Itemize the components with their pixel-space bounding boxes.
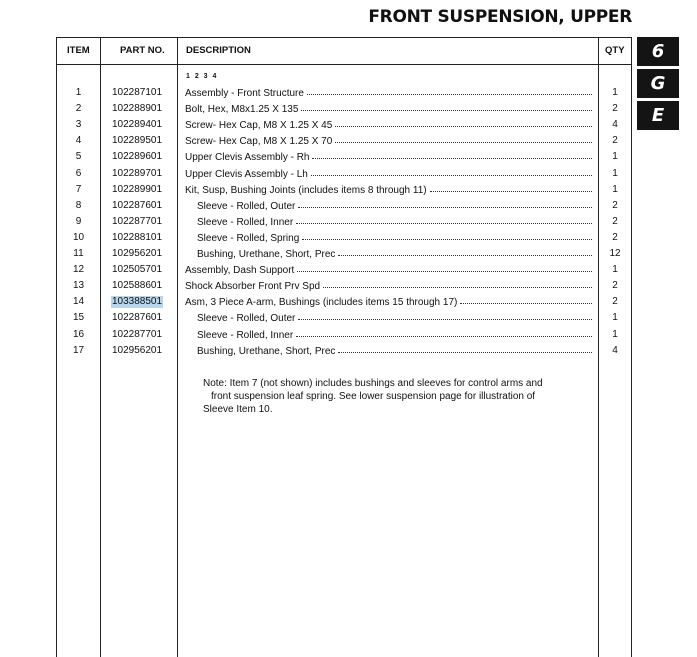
description-text: Assembly, Dash Support <box>185 265 295 277</box>
header-divider <box>57 64 631 65</box>
item-number: 13 <box>72 280 85 292</box>
description <box>197 248 592 261</box>
leader-dots <box>460 296 592 304</box>
part-number[interactable]: 102956201 <box>112 248 163 259</box>
footnote-line: Sleeve Item 10. <box>203 404 273 415</box>
table-row <box>57 87 633 103</box>
leader-dots <box>430 184 592 192</box>
part-number[interactable]: 102288901 <box>112 103 163 115</box>
part-number[interactable]: 102287701 <box>112 328 163 340</box>
description <box>185 296 592 309</box>
table-row <box>57 103 633 119</box>
leader-dots <box>338 248 592 256</box>
part-number[interactable]: 102287101 <box>112 87 163 98</box>
leader-dots <box>296 216 592 224</box>
parts-table <box>56 37 632 657</box>
footnote-line: Note: Item 7 (not shown) includes bushings and sleeves for control arms and <box>203 378 543 389</box>
item-number: 3 <box>75 119 82 131</box>
description-text: Kit, Susp, Bushing Joints (includes items 8 through 11) <box>185 184 427 196</box>
item-number: 5 <box>75 151 82 163</box>
header-part-no: PART NO. <box>120 45 165 56</box>
item-number: 8 <box>75 199 82 211</box>
leader-dots <box>312 151 592 159</box>
header-qty: QTY <box>605 45 625 56</box>
part-number[interactable]: 102289901 <box>112 183 163 195</box>
quantity: 4 <box>612 119 618 131</box>
header-description: DESCRIPTION <box>186 45 251 56</box>
item-number: 2 <box>75 103 82 115</box>
description <box>185 135 592 148</box>
description <box>185 168 592 181</box>
description-text: Upper Clevis Assembly - Rh <box>185 152 310 164</box>
item-number: 12 <box>72 264 85 276</box>
table-row <box>57 345 633 361</box>
description-text: Sleeve - Rolled, Inner <box>197 216 294 228</box>
part-number[interactable]: 102956201 <box>112 344 163 356</box>
item-number: 9 <box>75 215 82 227</box>
description-text: Assembly - Front Structure <box>185 88 304 99</box>
item-number: 16 <box>72 328 85 340</box>
description <box>197 216 592 229</box>
table-row <box>57 216 633 232</box>
item-number: 14 <box>72 296 85 308</box>
table-row <box>57 329 633 345</box>
quantity: 1 <box>612 328 618 340</box>
description-text: Sleeve - Rolled, Outer <box>197 313 296 325</box>
leader-dots <box>298 312 592 320</box>
quantity: 2 <box>612 296 618 308</box>
description-text: Sleeve - Rolled, Outer <box>197 200 296 212</box>
table-row <box>57 264 633 280</box>
quantity: 1 <box>612 183 618 195</box>
leader-dots <box>323 280 592 288</box>
table-row <box>57 151 633 167</box>
section-tab-e[interactable]: E <box>637 101 679 130</box>
quantity: 12 <box>609 248 621 259</box>
description <box>197 345 592 358</box>
part-number[interactable]: 102288101 <box>112 231 163 243</box>
item-number: 17 <box>72 344 85 356</box>
header-item: ITEM <box>67 45 90 56</box>
quantity: 4 <box>612 344 618 356</box>
part-number[interactable]: 102287701 <box>112 215 163 227</box>
table-row <box>57 232 633 248</box>
part-number[interactable]: 102287601 <box>112 199 163 211</box>
leader-dots <box>335 119 592 127</box>
table-row <box>57 312 633 328</box>
description <box>185 151 592 164</box>
description <box>185 103 592 116</box>
quantity: 2 <box>612 280 618 292</box>
description-text: Screw- Hex Cap, M8 X 1.25 X 45 <box>185 120 333 132</box>
leader-dots <box>307 87 592 95</box>
quantity: 1 <box>612 151 618 163</box>
quantity: 1 <box>612 264 618 276</box>
item-number: 15 <box>72 312 85 324</box>
level-markers: 1 2 3 4 <box>186 73 218 80</box>
description <box>197 200 592 213</box>
description <box>197 232 592 245</box>
part-number[interactable]: 102289701 <box>112 167 163 179</box>
table-row <box>57 168 633 184</box>
table-row <box>57 296 633 312</box>
table-row <box>57 135 633 151</box>
description-text: Shock Absorber Front Prv Spd <box>185 281 321 293</box>
description <box>197 329 592 342</box>
description <box>185 264 592 277</box>
description-text: Upper Clevis Assembly - Lh <box>185 168 308 180</box>
table-row <box>57 200 633 216</box>
leader-dots <box>335 135 592 143</box>
table-row <box>57 248 633 264</box>
item-number: 6 <box>75 167 82 179</box>
description <box>197 312 592 325</box>
description <box>185 184 592 197</box>
part-number[interactable]: 102289501 <box>112 135 163 147</box>
quantity: 2 <box>612 199 618 211</box>
quantity: 2 <box>612 215 618 227</box>
leader-dots <box>297 264 592 272</box>
quantity: 1 <box>612 312 618 324</box>
description <box>185 119 592 132</box>
item-number: 4 <box>75 135 82 147</box>
description-text: Sleeve - Rolled, Spring <box>197 232 300 244</box>
quantity: 1 <box>612 167 618 179</box>
part-number[interactable]: 103388501 <box>112 296 163 308</box>
quantity: 2 <box>612 231 618 243</box>
description-text: Bolt, Hex, M8x1.25 X 135 <box>185 104 299 116</box>
item-number: 1 <box>75 87 82 98</box>
item-number: 10 <box>72 231 85 243</box>
quantity: 2 <box>612 103 618 115</box>
table-row <box>57 119 633 135</box>
leader-dots <box>296 329 592 337</box>
leader-dots <box>301 103 592 111</box>
table-row <box>57 184 633 200</box>
part-number[interactable]: 102289401 <box>112 119 163 131</box>
part-number[interactable]: 102289601 <box>112 151 163 163</box>
item-number: 11 <box>73 248 84 259</box>
leader-dots <box>311 168 592 176</box>
description-text: Sleeve - Rolled, Inner <box>197 329 294 341</box>
table-row <box>57 280 633 296</box>
description <box>185 280 592 293</box>
description-text: Bushing, Urethane, Short, Prec <box>197 249 336 260</box>
leader-dots <box>338 345 592 353</box>
item-number: 7 <box>75 183 82 195</box>
part-number[interactable]: 102287601 <box>112 312 163 324</box>
footnote <box>203 377 583 416</box>
description-text: Screw- Hex Cap, M8 X 1.25 X 70 <box>185 136 333 148</box>
description <box>185 87 592 100</box>
quantity: 2 <box>612 135 618 147</box>
footnote-line: front suspension leaf spring. See lower suspension page for illustration of <box>211 391 536 402</box>
quantity: 1 <box>612 87 618 98</box>
part-number[interactable]: 102505701 <box>112 264 163 276</box>
description-text: Bushing, Urethane, Short, Prec <box>197 345 336 357</box>
description-text: Asm, 3 Piece A-arm, Bushings (includes items 15 through 17) <box>185 297 458 309</box>
leader-dots <box>302 232 592 240</box>
section-tab-6[interactable]: 6 <box>637 37 679 66</box>
page-title: FRONT SUSPENSION, UPPER <box>368 7 632 27</box>
leader-dots <box>298 200 592 208</box>
section-tab-g[interactable]: G <box>637 69 679 98</box>
part-number[interactable]: 102588601 <box>112 280 163 292</box>
